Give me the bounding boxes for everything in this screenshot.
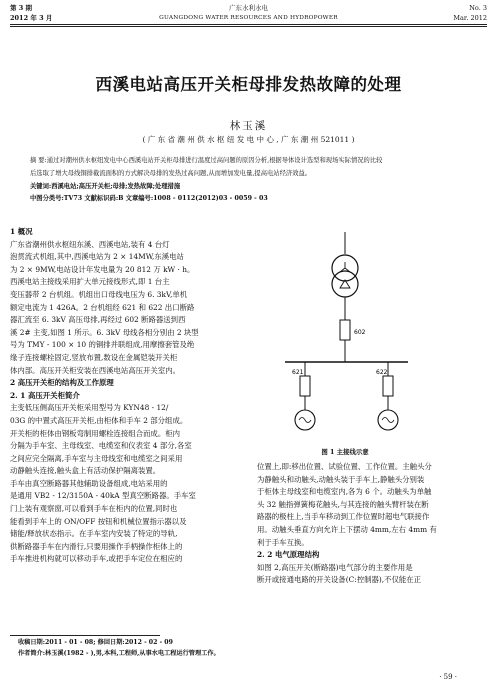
- journal-name-cn: 广东水利水电: [229, 4, 268, 12]
- text-line: 手车推进机构就可以移动手车,或把手车定位在相应的: [10, 554, 183, 564]
- received-date: 收稿日期:2011 - 01 - 08; 修回日期:2012 - 02 - 09: [18, 639, 173, 646]
- text-line: 体内部。高压开关柜安装在西溪电站高压开关室内。: [10, 365, 180, 375]
- figure-main-wiring-diagram: [250, 232, 487, 432]
- author-name: 林玉溪: [229, 120, 268, 132]
- text-line: 器汇流至 6. 3kV 高压母排,再经过 602 断路器送到西: [10, 315, 186, 325]
- text-line: 位置上,即:移出位置、试验位置、工作位置。主触头分: [257, 462, 432, 471]
- label-602: 602: [354, 329, 366, 336]
- label-621: 621: [292, 369, 304, 376]
- keywords: 关键词:西溪电站;高压开关柜;母排;发热故障;处理措施: [30, 183, 181, 190]
- label-622: 622: [376, 369, 388, 376]
- text-line: 2. 1 高压开关柜简介: [10, 390, 80, 400]
- issue-date-en: Mar. 2012: [453, 14, 487, 22]
- text-line: 如图 2,高压开关(断路器)电气部分的主要作用是: [257, 562, 413, 572]
- journal-name-en: GUANGDONG WATER RESOURCES AND HYDROPOWER: [159, 15, 338, 21]
- classification-codes: 中图分类号:TV73 文献标识码:B 文章编号:1008 - 0112(2012)03 - 0059 - 03: [30, 195, 268, 202]
- right-column: [257, 461, 489, 587]
- text-line: 储能/释放状态指示。在手车室内安装了特定的导轨,: [10, 529, 178, 539]
- text-line: 溪 2# 主变,如图 1 所示。6. 3kV 母线各相分别由 2 块型: [10, 327, 199, 337]
- text-line: 2. 2 电气原理结构: [257, 550, 320, 560]
- text-line: 路器的极柱上,当手车移动到工作位置时超电气联接作: [257, 512, 430, 522]
- text-line: 缘子连接螺栓固定,竖放布置,数设在金属铠装开关柜: [10, 352, 178, 362]
- text-line: 03G 的中置式高压开关柜,由柜体和手车 2 部分组成。: [10, 415, 188, 425]
- text-line: 门上装有观察窗,可以看到手车在柜内的位置,同时也: [10, 504, 178, 514]
- author-affiliation: ( 广 东 省 潮 州 供 水 枢 纽 发 电 中 心 , 广 东 潮 州 521011 ): [142, 135, 355, 144]
- text-line: 用。动触头垂直方向允许上下摆动 4mm,左右 4mm 有: [257, 524, 437, 534]
- transformer-winding-lower: [332, 271, 358, 297]
- text-line: 号为 TMY - 100 × 10 的铜排并联组成,用摩擦套管及绝: [10, 340, 195, 350]
- issue-no-en: No. 3: [469, 4, 487, 12]
- left-column: [10, 226, 240, 566]
- text-line: 利于手车互换。: [257, 537, 309, 547]
- abstract-line-2: 后选取了增大母线铜排截流面积的方式解决母排的发热过高问题,从而增加发电量,提高电站经济效益。: [30, 170, 312, 177]
- text-line: 广东省潮州供水枢纽东溪、西溪电站,装有 4 台灯: [10, 239, 170, 249]
- header-rule-2: [10, 26, 487, 27]
- text-line: 动静触头连接,触头盒上有活动保护隔离装置。: [10, 466, 161, 476]
- text-line: 供断路器手车在内滑行,只要用操作手柄操作柜体上的: [10, 541, 183, 551]
- text-line: 额定电流为 1 426A。2 台机组经 621 和 622 出口断路: [10, 302, 195, 312]
- text-line: 断开或接通电路的开关设备(C:控制器),不仅能在正: [257, 575, 422, 585]
- author-bio: 作者简介:林玉溪(1982 - ),男,本科,工程师,从事水电工程运行管理工作。: [18, 650, 220, 657]
- text-line: 变压器带 2 台机组。机组出口母线电压为 6. 3kV,单机: [10, 289, 188, 299]
- figure-caption: 图 1 主接线示意: [321, 448, 369, 456]
- issue-date: 2012 年 3 月: [10, 14, 53, 22]
- page-number: · 59 ·: [439, 673, 457, 681]
- generator-2-wave: [382, 418, 394, 423]
- abstract-line-1: 摘 要:通过对潮州供水枢纽发电中心西溪电站开关柜母排进行温度过高问题的原因分析,根据导体设计选型和现场实际情况的比较: [30, 157, 383, 164]
- text-line: 分隔为手车室、主母线室、电缆室和仪表室 4 部分,各室: [10, 441, 192, 451]
- issue-number: 第 3 期: [10, 4, 33, 12]
- text-line: 泡贯流式机组,其中,西溪电站为 2 × 14MW,东溪电站: [10, 252, 184, 262]
- text-line: 是通用 VB2 - 12/3150A - 40kA 型真空断路器。手车室: [10, 491, 196, 501]
- text-line: 手车由真空断路器其他辅助设备组成,电站采用的: [10, 478, 168, 488]
- breaker-621: [300, 376, 310, 396]
- header-rule: [10, 24, 487, 25]
- breaker-622: [383, 376, 393, 396]
- text-line: 为静触头和动触头,动触头装于手车上,静触头分别装: [257, 474, 425, 484]
- text-line: 1 概况: [10, 227, 33, 236]
- breaker-602: [340, 320, 350, 340]
- text-line: 2 高压开关柜的结构及工作原理: [10, 378, 114, 388]
- text-line: 开关柜的柜体由钢板弯制用螺栓连接组合而成。柜内: [10, 428, 180, 438]
- article-title: 西溪电站高压开关柜母排发热故障的处理: [95, 75, 402, 94]
- text-line: 主变低压侧高压开关柜采用型号为 KYN48 - 12/: [10, 403, 169, 413]
- text-line: 能看到手车上的 ON/OFF 按钮和机械位置指示器以及: [10, 516, 187, 526]
- text-line: 于柜体主母线室和电缆室内,各为 6 个。动触头为单触: [257, 487, 432, 497]
- generator-1-wave: [299, 418, 311, 423]
- footnote-rule: [10, 635, 160, 636]
- text-line: 西溪电站主接线采用扩大单元接线形式,即 1 台主: [10, 277, 170, 287]
- text-line: 头 32 触指弹簧梅花触头,与其连接的触头臂杆装在断: [257, 499, 429, 509]
- text-line: 为 2 × 9MW,电站设计年发电量为 20 812 万 kW · h。: [10, 264, 195, 274]
- text-line: 之间应完全隔离,手车室与主母线室和电缆室之间采用: [10, 453, 183, 463]
